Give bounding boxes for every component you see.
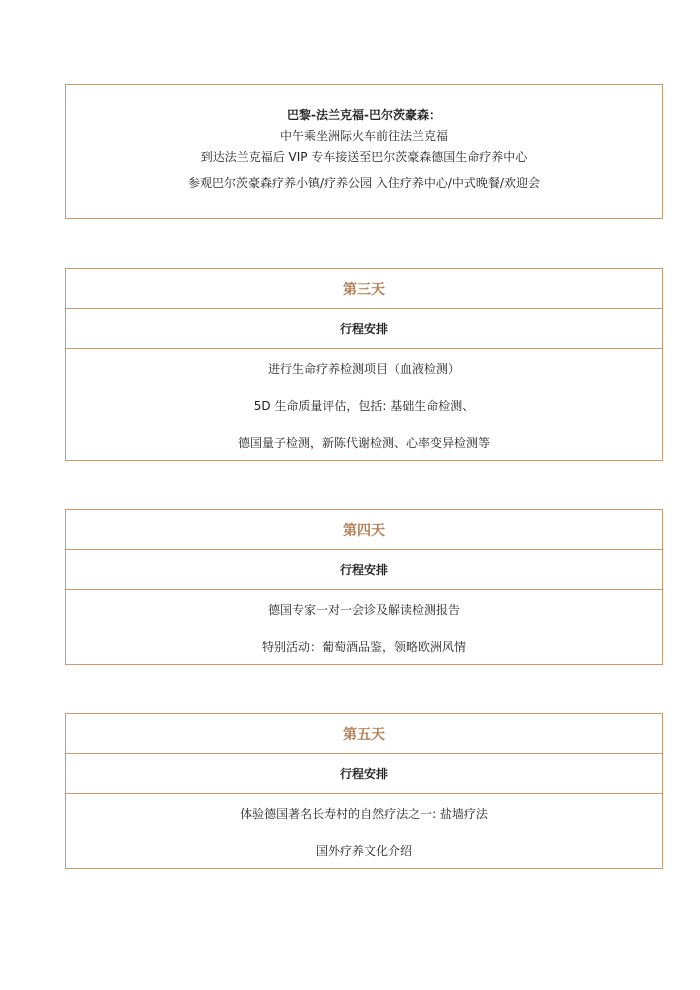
schedule-label: 行程安排 [339,767,388,781]
day-title: 第三天 [343,281,385,298]
intro-heading: 巴黎-法兰克福-巴尔茨豪森： [287,108,441,122]
schedule-item: 国外疗养文化介绍 [315,844,412,858]
schedule-item: 德国量子检测，新陈代谢检测、心率变异检测等 [237,436,490,450]
day-four-section [65,509,663,665]
schedule-body [66,592,662,666]
schedule-item: 特别活动：葡萄酒品鉴，领略欧洲风情 [261,640,466,654]
schedule-label: 行程安排 [339,322,388,336]
intro-box [65,84,663,219]
day-title-row [66,269,662,309]
day-three-section [65,268,663,461]
intro-line: 参观巴尔茨豪森疗养小镇/疗养公园 入住疗养中心/中式晚餐/欢迎会 [188,176,540,190]
schedule-header-row [66,309,662,349]
day-five-section [65,713,663,869]
schedule-item: 体验德国著名长寿村的自然疗法之一: 盐墙疗法 [240,807,488,821]
schedule-header-row [66,754,662,794]
intro-line: 中午乘坐洲际火车前往法兰克福 [279,129,448,143]
schedule-item: 进行生命疗养检测项目（血液检测） [267,362,460,376]
day-title: 第四天 [343,522,385,539]
intro-line: 到达法兰克福后 VIP 专车接送至巴尔茨豪森德国生命疗养中心 [200,150,528,164]
day-title: 第五天 [343,726,385,743]
schedule-item: 德国专家一对一会诊及解读检测报告 [267,603,460,617]
schedule-header-row [66,550,662,590]
schedule-item: 5D 生命质量评估，包括: 基础生命检测、 [253,399,475,413]
day-title-row [66,714,662,754]
schedule-body [66,796,662,870]
schedule-label: 行程安排 [339,563,388,577]
schedule-body [66,351,662,462]
day-title-row [66,510,662,550]
